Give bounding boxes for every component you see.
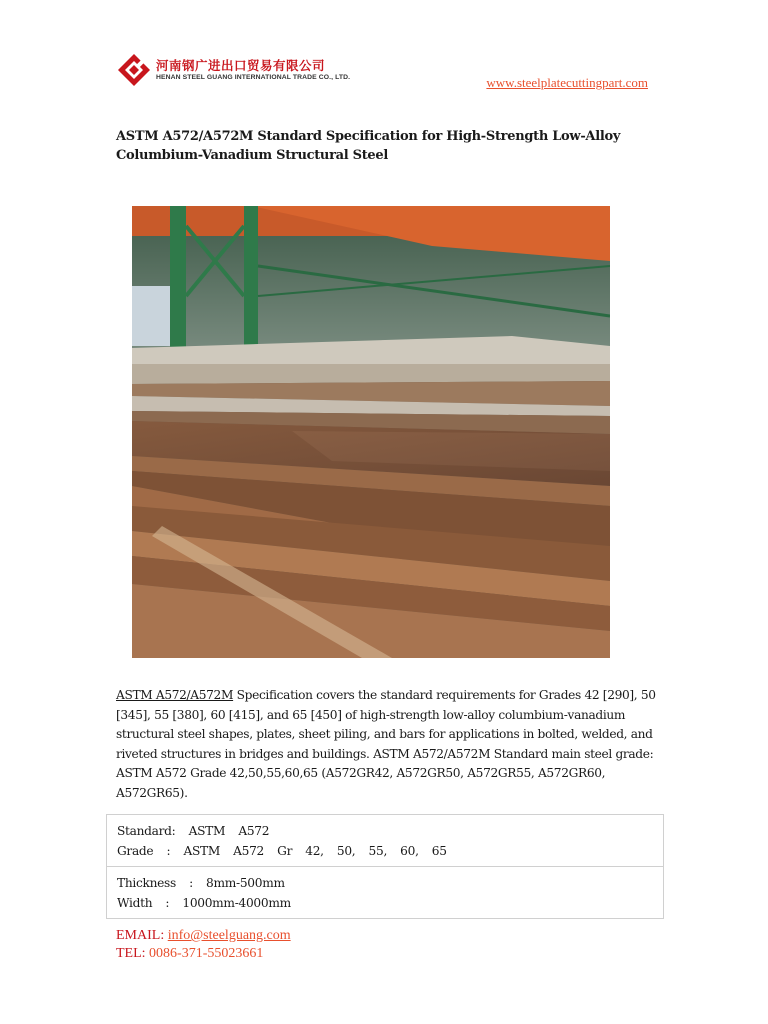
specification-description: [116, 686, 656, 803]
spec-thickness: Thickness : 8mm-500mm: [117, 876, 285, 890]
description-text: Specification covers the standard requirements for Grades 42 [290], 50 [345], 55 [380], 60 [415], and 65 [450] of high-strength low-alloy columbium-vanadium structural steel shapes, plates, sheet piling, and bars for applications in bolted, welded, and riveted structures in bridges and buildings. ASTM A572/A572M Standard main steel grade: ASTM A572 Grade 42,50,55,60,65 (A572GR42, A572GR50, A572GR55, A572GR60, A572GR65).: [116, 688, 656, 800]
steel-plates-photo: [132, 206, 610, 658]
company-header: [116, 52, 350, 88]
document-title: [116, 127, 656, 165]
company-name-english: HENAN STEEL GUANG INTERNATIONAL TRADE CO., LTD.: [156, 74, 351, 81]
company-name-chinese: 河南钢广进出口贸易有限公司: [156, 58, 326, 73]
spec-row-dimensions: [107, 867, 663, 918]
spec-row-standard-grade: [107, 815, 663, 867]
company-logo-icon: [116, 52, 152, 88]
email-link[interactable]: info@steelguang.com: [167, 928, 291, 943]
title-line-1: ASTM A572/A572M Standard Specification for High-Strength Low-Alloy: [116, 129, 621, 144]
spec-link[interactable]: ASTM A572/A572M: [116, 688, 234, 702]
email-label: EMAIL:: [116, 928, 168, 943]
title-line-2: Columbium-Vanadium Structural Steel: [116, 148, 388, 163]
contact-info: [116, 927, 291, 963]
contact-tel-line: [116, 945, 291, 963]
spec-grade: Grade : ASTM A572 Gr 42, 50, 55, 60, 65: [117, 844, 447, 858]
company-name: [156, 58, 350, 82]
tel-number: 0086-371-55023661: [149, 946, 264, 961]
spec-standard: Standard: ASTM A572: [117, 824, 270, 838]
spec-table: [106, 814, 664, 919]
contact-email-line: [116, 927, 291, 945]
website-link[interactable]: www.steelplatecuttingpart.com: [486, 75, 648, 90]
spec-width: Width : 1000mm-4000mm: [117, 896, 291, 910]
tel-label: TEL:: [116, 946, 150, 961]
